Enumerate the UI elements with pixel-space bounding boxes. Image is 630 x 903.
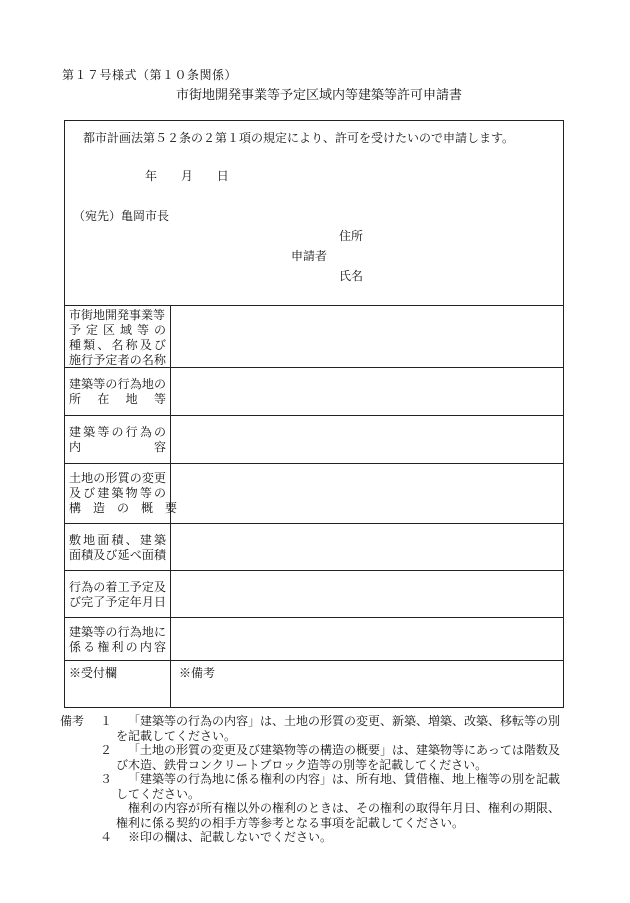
label-line: 行為の着工予定及 [69,580,166,594]
row-label [65,464,178,523]
label-line: 構 造 の 概 要 [69,501,178,515]
note-number: １ [100,714,113,728]
notes-heading: 備考 [60,714,85,728]
note-text: ※印の欄は、記載しないでください。 [128,830,333,844]
note-text: 権利の内容が所有権以外の権利のときは、その権利の取得年月日、権利の期限、権利に係る契約の相手方等参考となる事項を記載してください。 [116,801,561,830]
label-line: び完了予定年月日 [69,595,166,609]
label-line: 内 容 [69,440,166,454]
row-label [65,571,171,617]
structure-outline-field[interactable] [171,464,563,523]
application-date[interactable] [145,167,249,184]
application-statement: 都市計画法第５２条の２第１項の規定により、許可を受けたいので申請します。 [83,131,515,145]
form-row-activity-content [65,416,563,464]
form-row-project-area [65,305,563,368]
note-text: 「建築等の行為の内容」は、土地の形質の変更、新築、増築、改築、移転等の別を記載してください。 [116,714,561,743]
applicant-label: 申請者 [291,249,328,263]
date-month-label: 月 [180,169,193,183]
label-line: 市街地開発事業等 [69,308,166,322]
form-row-structure-outline [65,464,563,524]
label-line: 係る権利の内容 [69,640,166,654]
note-number: ２ [100,743,113,757]
row-label [65,305,171,367]
note-text: 「建築等の行為地に係る権利の内容」は、所有地、賃借権、地上権等の別を記載してください。 [116,772,561,801]
label-line: 面積及び延べ面積 [69,548,166,562]
label-line: 種類、名称及び [69,338,166,352]
location-field[interactable] [171,368,563,415]
name-label: 氏名 [339,269,364,283]
label-line: 施行予定者の名称 [69,353,166,367]
note-text: 「土地の形質の変更及び建築物等の構造の概要」は、建築物等にあっては階数及び木造、鉄骨コンクリートブロック造等の別等を記載してください。 [116,743,560,772]
rights-field[interactable] [171,618,563,660]
application-statement-block [65,121,563,306]
form-row-schedule [65,571,563,618]
note-number: ４ [100,830,113,844]
label-line: 建築等の行為の [69,425,166,439]
label-line: 予定区域等の [69,323,166,337]
label-line: 土地の形質の変更 [69,471,166,485]
site-area-field[interactable] [171,524,563,570]
row-label [65,524,171,570]
label-line: 及び建築物等の [69,486,166,500]
activity-content-field[interactable] [171,416,563,463]
form-number: 第１７号様式（第１０条関係） [62,68,238,82]
project-area-field[interactable] [171,305,563,367]
form-row-site-area [65,524,563,571]
form-row-reception [65,661,563,707]
note-number: ３ [100,772,113,786]
label-line: 建築等の行為地の [69,377,166,391]
date-year-label: 年 [145,169,158,183]
row-label [65,416,171,463]
reception-label: ※受付欄 [65,661,171,707]
addressee: （宛先）亀岡市長 [73,209,170,223]
schedule-field[interactable] [171,571,563,617]
label-line: 敷地面積、建築 [69,533,166,547]
label-line: 建築等の行為地に [69,625,166,639]
remarks-label: ※備考 [179,666,216,680]
address-label: 住所 [339,229,364,243]
date-day-label: 日 [216,169,229,183]
form-row-rights [65,618,563,661]
row-label [65,618,171,660]
application-form [64,120,564,708]
form-row-location [65,368,563,416]
form-title: 市街地開発事業等予定区域内等建築等許可申請書 [175,88,462,103]
label-line: 所 在 地 等 [69,392,166,406]
row-label [65,368,171,415]
